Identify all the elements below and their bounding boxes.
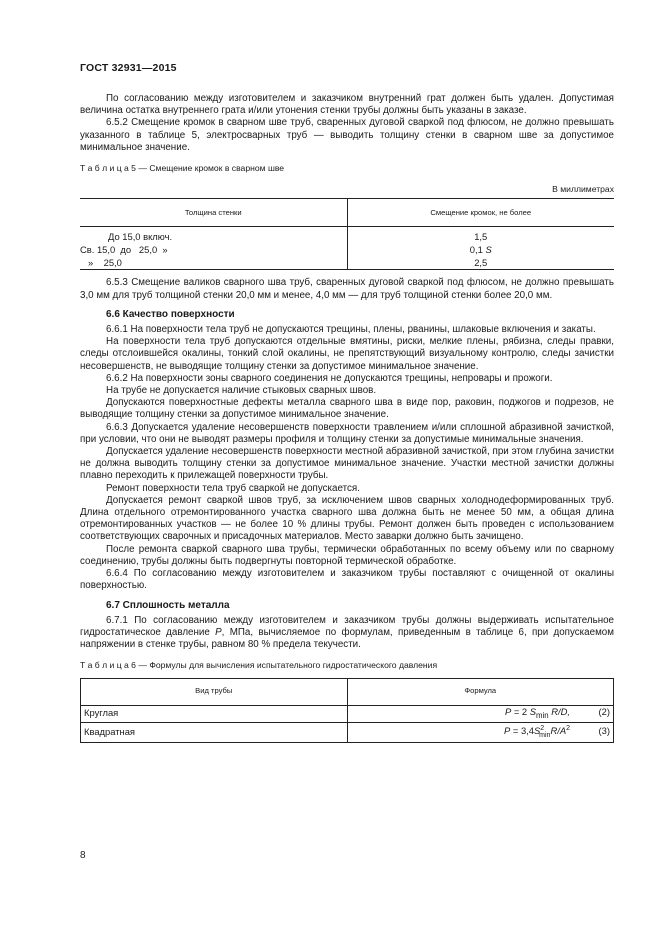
table-row <box>80 227 614 244</box>
section-heading-6-6: 6.6 Качество поверхности <box>106 308 235 320</box>
table-row <box>80 243 614 256</box>
paragraph-6-6-3-c: Ремонт поверхности тела труб сваркой не допускается. <box>106 482 360 494</box>
section-heading-6-7: 6.7 Сплошность металла <box>106 599 230 611</box>
table5-cell-value: 2,5 <box>347 256 614 270</box>
table6-cell-formula <box>347 722 614 742</box>
formula-number: (2) <box>598 705 610 717</box>
page-content <box>80 93 614 743</box>
document-header: ГОСТ 32931—2015 <box>80 62 177 74</box>
value-variable: S <box>485 243 492 255</box>
table6-header-type: Вид трубы <box>81 678 348 705</box>
table6-cell-type: Круглая <box>81 705 348 722</box>
table5-header-thickness: Толщина стенки <box>80 199 347 227</box>
formula-sup2: 2 <box>566 724 570 732</box>
formula-p: P <box>504 724 511 736</box>
p671-text-before: 6.7.1 По согласованию между изготовителем и заказчиком трубы должны выдерживать испытательное гидростатическое давление <box>80 614 614 638</box>
paragraph-6-6-3-d: Допускается ремонт сваркой швов труб, за исключением швов сварных холоднодеформированных труб. Длина отдельного отремонтированного участка сварного шва должна быть не менее 50 мм, а общая длина отремонтированных участков — не более 10 % длины трубы. Ремонт должен быть проведен с использованием соответствующих сварочных и присадочных материалов. Место заварки должно быть зачищено. <box>80 494 614 543</box>
paragraph-6-6-2: 6.6.2 На поверхности зоны сварного соединения не допускаются трещины, непровары и прожоги. <box>106 372 553 384</box>
formula-eq: = 2 <box>511 705 530 717</box>
formula-rest: R/D, <box>548 705 570 717</box>
formula-number: (3) <box>598 724 610 736</box>
table5-units: В миллиметрах <box>552 184 614 195</box>
p671-variable: P <box>215 626 222 638</box>
value-number: 0,1 <box>469 243 483 255</box>
p671-text-after: , МПа, вычисляемое по формулам, приведенным в таблице 6, при допускаемом напряжении в стенке трубы, равном 80 % предела текучести. <box>80 626 614 651</box>
table5-cell-range: До 15,0 включ. <box>108 230 173 242</box>
paragraph-6-6-4: 6.6.4 По согласованию между изготовителем и заказчиком трубы поставляют с очищенной от окалины поверхностью. <box>80 568 614 592</box>
formula-sub: min <box>539 731 551 739</box>
table6-caption: Т а б л и ц а 6 — Формулы для вычисления испытательного гидростатического давления <box>80 660 438 671</box>
formula-rest: R/A <box>550 724 567 736</box>
formula-s: S <box>534 724 541 736</box>
table5 <box>80 198 614 270</box>
paragraph-weld-flash: По согласованию между изготовителем и заказчиком внутренний грат должен быть удален. Допустимая величина остатка внутреннего грата и/или утонения стенки трубы должны быть указаны в заказе. <box>80 93 614 117</box>
table5-header-offset: Смещение кромок, не более <box>347 199 614 227</box>
formula-sup: 2 <box>540 724 545 732</box>
table6 <box>80 678 614 743</box>
paragraph-6-5-3: 6.5.3 Смещение валиков сварного шва труб, сваренных дуговой сваркой под флюсом, не должно превышать 3,0 мм для труб толщиной стенки 20,0 мм и менее, 4,0 мм — для труб толщиной стенки более 20,0 мм. <box>80 277 614 301</box>
formula-sub: min <box>536 710 549 720</box>
table5-cell-range: Св. 15,0 до 25,0 » <box>80 243 168 255</box>
table-row <box>80 256 614 270</box>
paragraph-6-6-2-b: На трубе не допускается наличие стыковых сварных швов. <box>106 385 377 397</box>
paragraph-6-6-2-c: Допускаются поверхностные дефекты металла сварного шва в виде пор, раковин, поджогов и подрезов, не выводящие толщину стенки за допустимое минимальное значение. <box>80 397 614 421</box>
formula-eq: = 3,4 <box>510 724 534 736</box>
paragraph-6-6-3-e: После ремонта сваркой сварного шва трубы, термически обработанных по всему объему или по сварному соединению, трубы должны быть подвергнуты повторной термической обработке. <box>80 543 614 567</box>
paragraph-6-5-2: 6.5.2 Смещение кромок в сварном шве труб, сваренных дуговой сваркой под флюсом, не должно превышать указанного в таблице 5, электросварных труб — выводить толщину стенки в сварном шве за допустимое минимальное значение. <box>80 117 614 153</box>
table6-header-formula: Формула <box>347 678 614 705</box>
table-row <box>81 722 614 742</box>
table5-cell-value: 1,5 <box>347 227 614 244</box>
paragraph-6-6-3-b: Допускается удаление несовершенств поверхности местной абразивной зачисткой, при этом глубина зачистки не должна выводить толщину стенки за допустимое минимальное значение. Участки местной зачистки должны плавно переходить к прилежащей поверхности трубы. <box>80 446 614 482</box>
formula-s: S <box>529 705 537 717</box>
table5-caption: Т а б л и ц а 5 — Смещение кромок в сварном шве <box>80 163 285 174</box>
table5-cell-value <box>347 243 614 256</box>
table6-cell-type: Квадратная <box>81 722 348 742</box>
page-number: 8 <box>80 850 86 861</box>
paragraph-6-7-1 <box>80 615 614 652</box>
paragraph-6-6-1: 6.6.1 На поверхности тела труб не допускаются трещины, плены, рванины, шлаковые включения и закаты. <box>106 324 596 336</box>
formula-p: P <box>504 705 512 717</box>
paragraph-6-6-1-b: На поверхности тела труб допускаются отдельные вмятины, риски, мелкие плены, рябизна, следы правки, следы отслоившейся окалины, тонкий слой окалины, не препятствующий визуальному контролю, следы зачистки несовершенств, не выводящие толщину стенки за допустимое минимальное значение. <box>80 336 614 372</box>
table5-cell-range: » 25,0 <box>88 256 122 268</box>
table-row <box>81 705 614 722</box>
table6-cell-formula <box>347 705 614 722</box>
paragraph-6-6-3: 6.6.3 Допускается удаление несовершенств поверхности травлением и/или сплошной абразивной зачисткой, при условии, что они не выводят размеры профиля и толщину стенки за допустимые минимальные значения. <box>80 421 614 445</box>
